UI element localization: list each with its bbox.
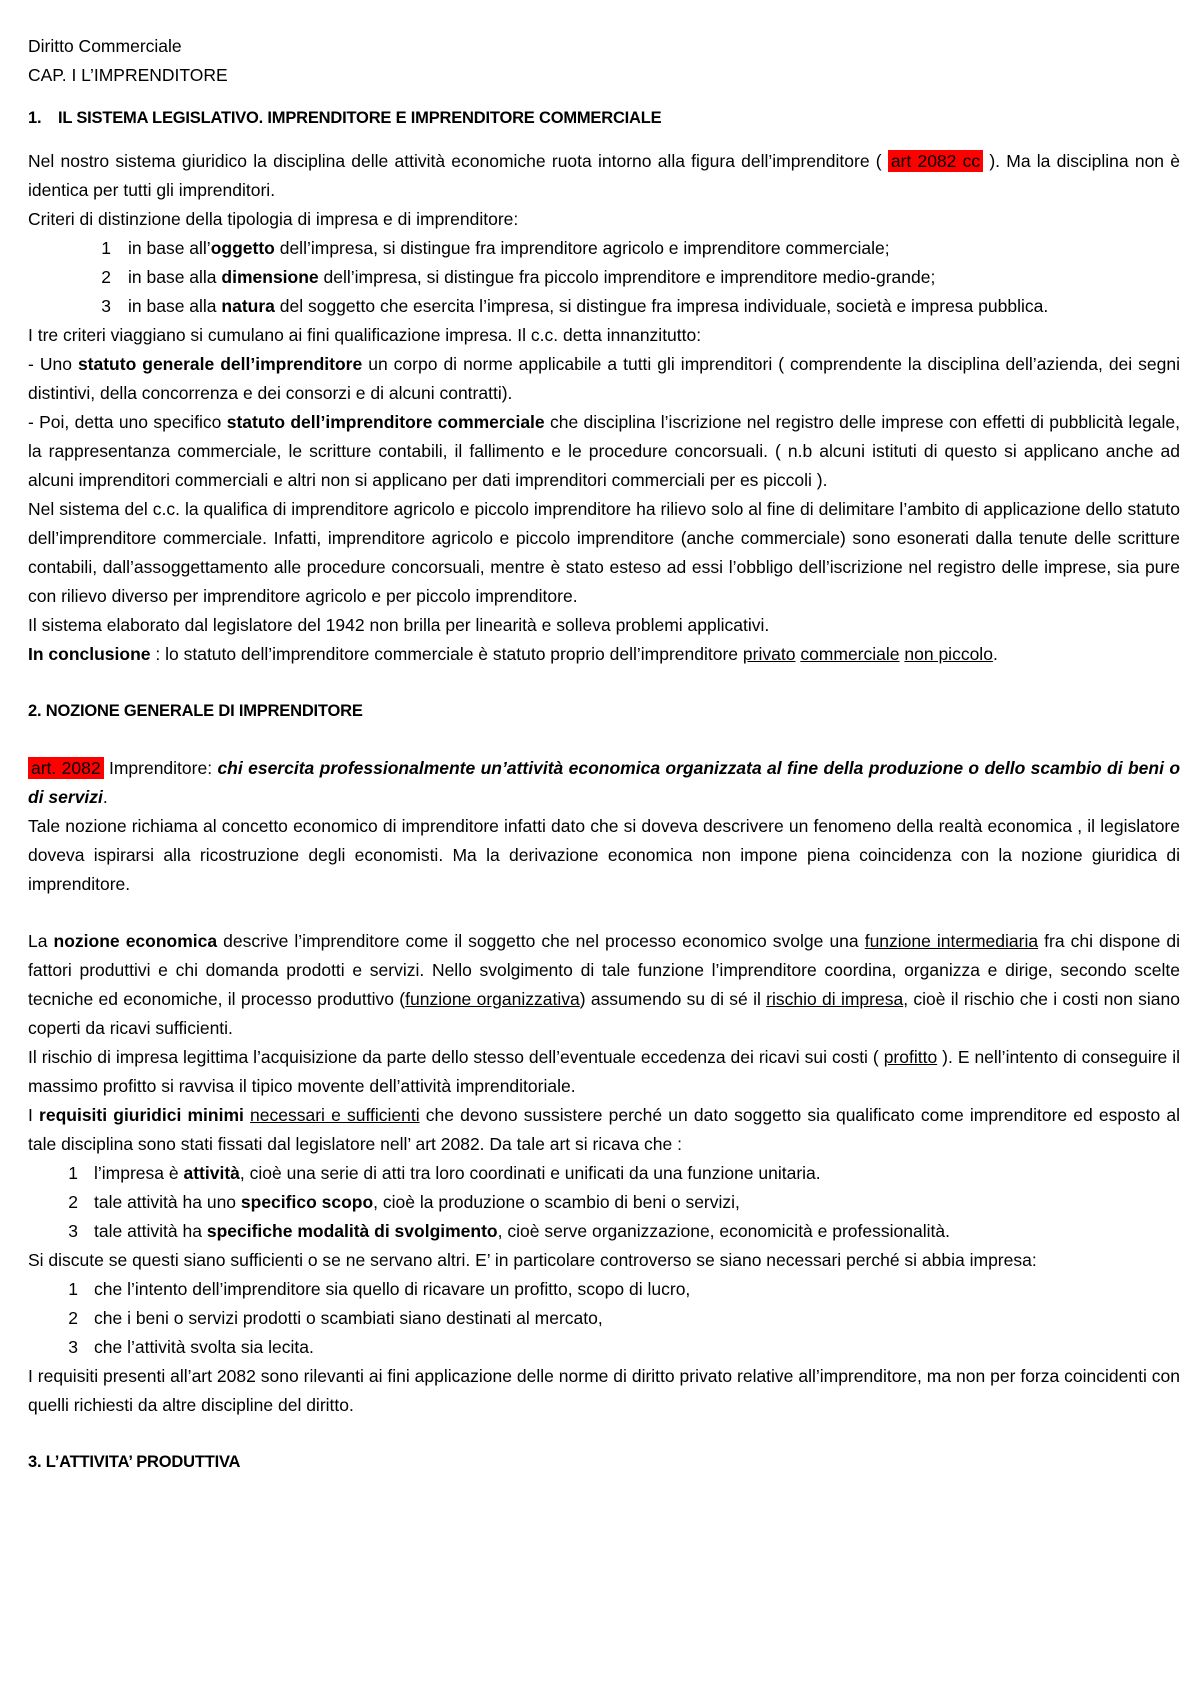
paragraph: La nozione economica descrive l’imprenditore come il soggetto che nel processo economico svolge una funzione intermediaria fra chi dispone di fattori produttivi e chi domanda prodotti e servizi. Nello svolgimento di tale funzione l’imprenditore coordina, organizza e dirige, secondo scelte tecniche ed economiche, il processo produttivo (funzione organizzativa) assumendo su di sé il rischio di impresa, cioè il rischio che i costi non siano coperti da ricavi sufficienti. <box>28 931 1181 1038</box>
criteria-list <box>28 234 1180 321</box>
paragraph: Criteri di distinzione della tipologia di impresa e di imprenditore: <box>28 209 519 229</box>
article-reference-highlight: art. 2082 <box>28 757 104 779</box>
section-1-number: 1. <box>28 109 42 127</box>
list-item: 1 che l’intento dell’imprenditore sia quello di ricavare un profitto, scopo di lucro, <box>68 1279 691 1299</box>
list-item: 1 l’impresa è attività, cioè una serie di atti tra loro coordinati e unificati da una funzione unitaria. <box>68 1163 821 1183</box>
list-item: 3 in base alla natura del soggetto che esercita l’impresa, si distingue fra impresa individuale, società e impresa pubblica. <box>101 296 1049 316</box>
definition-paragraph: art. 2082 Imprenditore: chi esercita professionalmente un’attività economica organizzata al fine della produzione o dello scambio di beni o di servizi. <box>28 758 1181 807</box>
paragraph: - Uno statuto generale dell’imprenditore un corpo di norme applicabile a tutti gli imprenditori ( comprendente la disciplina dell’azienda, dei segni distintivi, della concorrenza e dei consorzi e di alcuni contratti). <box>28 354 1181 403</box>
paragraph: - Poi, detta uno specifico statuto dell’imprenditore commerciale che disciplina l’iscrizione nel registro delle imprese con effetti di pubblicità legale, la rappresentanza commerciale, le scritture contabili, il fallimento e le procedure concorsuali. ( n.b alcuni istituti di questo si applicano anche ad alcuni imprenditori commerciali e altri non si applicano per dati imprenditori commerciali per es piccoli ). <box>28 412 1181 490</box>
paragraph: In conclusione : lo statuto dell’imprenditore commerciale è statuto proprio dell’imprenditore privato commerciale non piccolo. <box>28 644 998 664</box>
section-3-heading: 3. L’ATTIVITA’ PRODUTTIVA <box>28 1453 241 1471</box>
paragraph: Il rischio di impresa legittima l’acquisizione da parte dello stesso dell’eventuale eccedenza dei ricavi sui costi ( profitto ). E nell’intento di conseguire il massimo profitto si ravvisa il tipico movente dell’attività imprenditoriale. <box>28 1047 1181 1096</box>
article-reference-highlight: art 2082 cc <box>888 150 983 172</box>
list-item: 2 che i beni o servizi prodotti o scambiati siano destinati al mercato, <box>68 1308 603 1328</box>
list-item: 1 in base all’oggetto dell’impresa, si distingue fra imprenditore agricolo e imprenditore commerciale; <box>101 238 890 258</box>
list-item: 2 tale attività ha uno specifico scopo, cioè la produzione o scambio di beni o servizi, <box>68 1192 740 1212</box>
list-item: 3 che l’attività svolta sia lecita. <box>68 1337 314 1357</box>
paragraph: Si discute se questi siano sufficienti o se ne servano altri. E’ in particolare controverso se siano necessari perché si abbia impresa: <box>28 1250 1037 1270</box>
chapter-title: CAP. I L’IMPRENDITORE <box>28 65 228 85</box>
paragraph: I tre criteri viaggiano si cumulano ai fini qualificazione impresa. Il c.c. detta innanzitutto: <box>28 325 702 345</box>
paragraph: Nel nostro sistema giuridico la disciplina delle attività economiche ruota intorno alla figura dell’imprenditore ( art 2082 cc ). Ma la disciplina non è identica per tutti gli imprenditori. <box>28 151 1180 200</box>
list-item: 2 in base alla dimensione dell’impresa, si distingue fra piccolo imprenditore e imprenditore medio-grande; <box>101 267 936 287</box>
paragraph: Nel sistema del c.c. la qualifica di imprenditore agricolo e piccolo imprenditore ha rilievo solo al fine di delimitare l’ambito di applicazione dello statuto dell’imprenditore commerciale. Infatti, imprenditore agricolo e piccolo imprenditore (anche commerciale) sono esonerati dalla tenute delle scritture contabili, dall’assoggettamento alle procedure concorsuali, mentre è stato esteso ad essi l’obbligo dell’iscrizione nel registro delle imprese, sia pure con rilievo diverso per imprenditore agricolo e per piccolo imprenditore. <box>28 499 1180 606</box>
subject-title: Diritto Commerciale <box>28 36 182 56</box>
paragraph: Il sistema elaborato dal legislatore del 1942 non brilla per linearità e solleva problemi applicativi. <box>28 615 770 635</box>
section-2-heading: 2. NOZIONE GENERALE DI IMPRENDITORE <box>28 702 363 720</box>
paragraph: I requisiti presenti all’art 2082 sono rilevanti ai fini applicazione delle norme di diritto privato relative all’imprenditore, ma non per forza coincidenti con quelli richiesti da altre discipline del diritto. <box>28 1366 1180 1415</box>
requirements-list <box>28 1159 1180 1246</box>
paragraph: I requisiti giuridici minimi necessari e sufficienti che devono sussistere perché un dato soggetto sia qualificato come imprenditore ed esposto al tale disciplina sono stati fissati dal legislatore nell’ art 2082. Da tale art si ricava che : <box>28 1105 1180 1154</box>
section-1-heading <box>28 104 1180 133</box>
paragraph: Tale nozione richiama al concetto economico di imprenditore infatti dato che si doveva descrivere un fenomeno della realtà economica , il legislatore doveva ispirarsi alla ricostruzione degli economisti. Ma la derivazione economica non impone piena coincidenza con la nozione giuridica di imprenditore. <box>28 816 1180 894</box>
section-1-title: IL SISTEMA LEGISLATIVO. IMPRENDITORE E IMPRENDITORE COMMERCIALE <box>58 109 662 127</box>
list-item: 3 tale attività ha specifiche modalità di svolgimento, cioè serve organizzazione, economicità e professionalità. <box>68 1221 950 1241</box>
controversial-requirements-list <box>28 1275 1180 1362</box>
